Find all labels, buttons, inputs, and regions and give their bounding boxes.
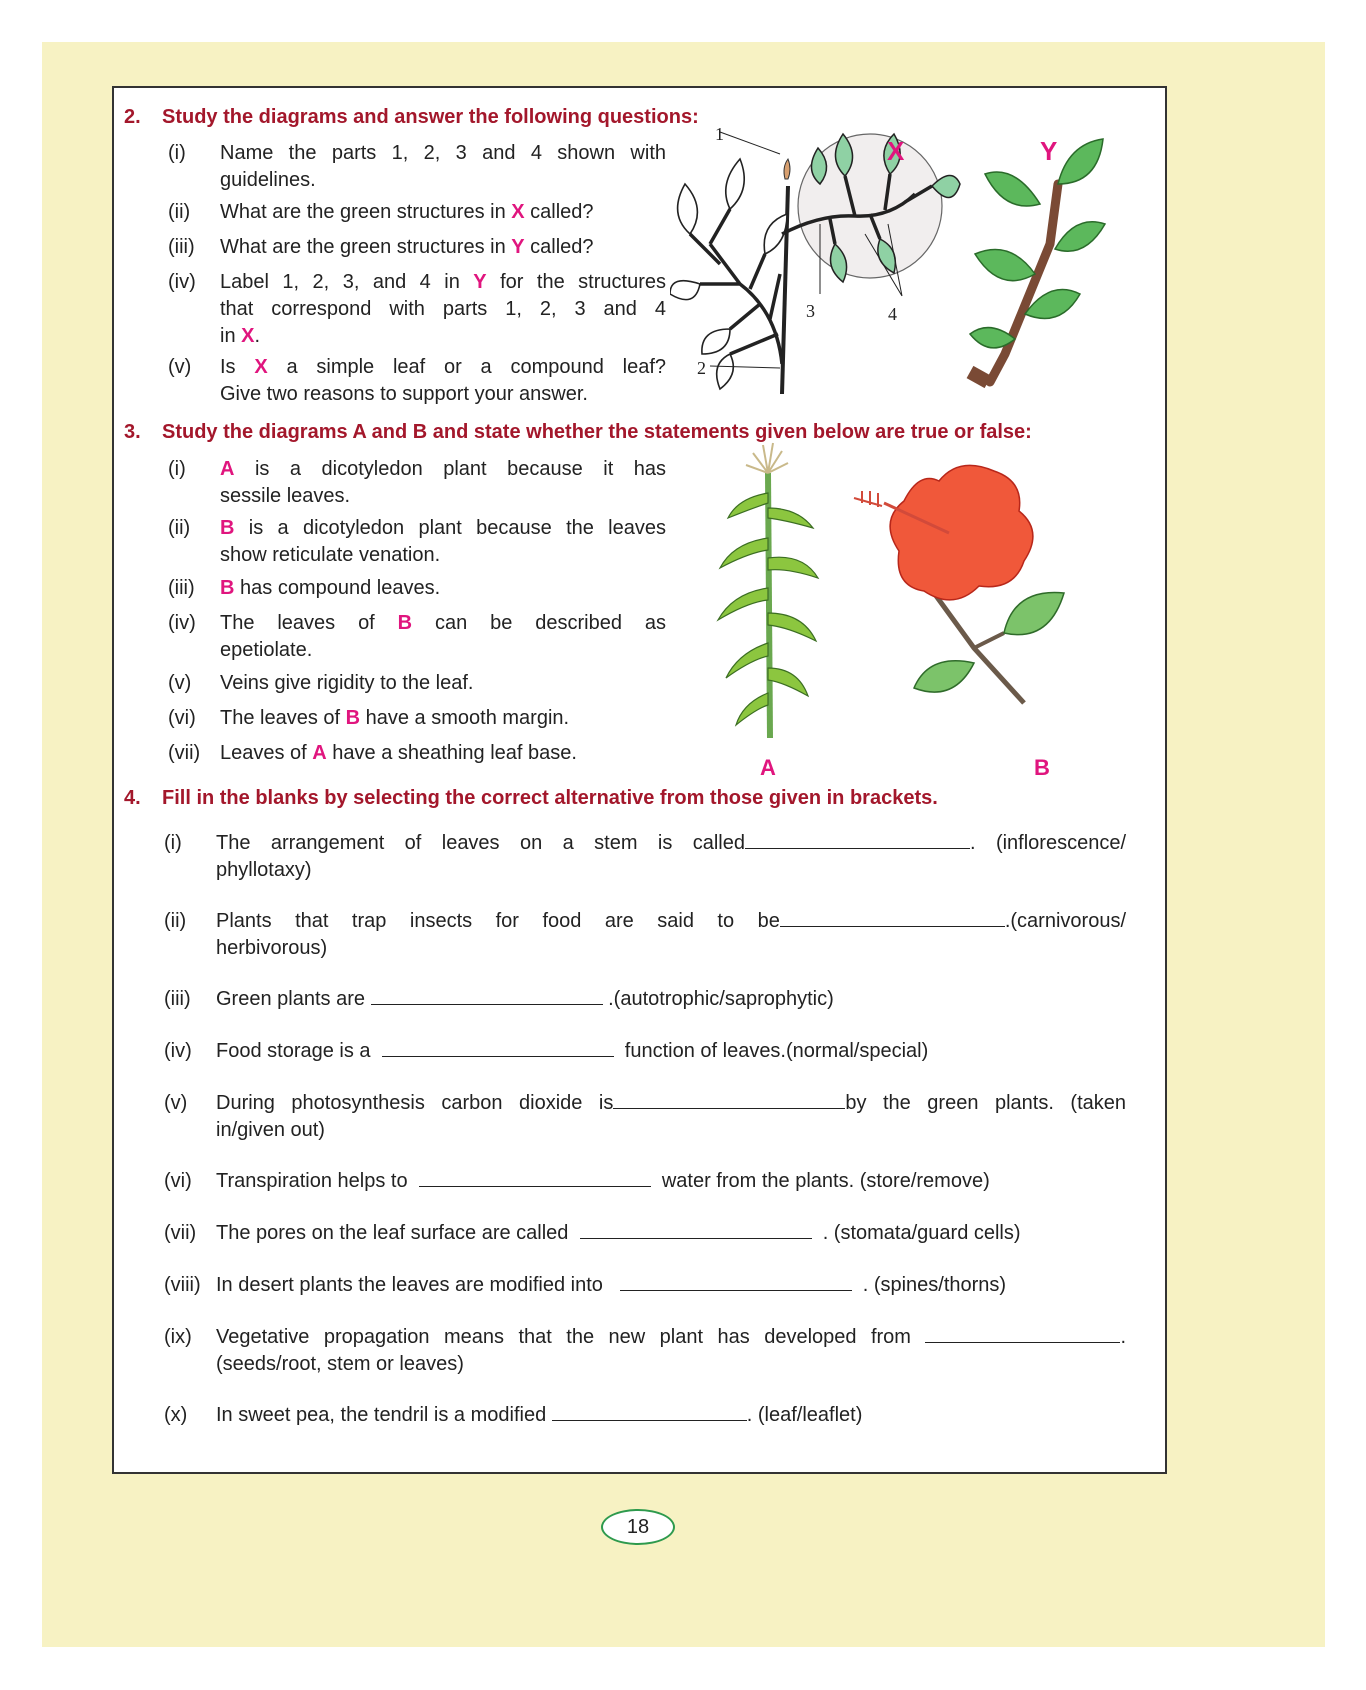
q2-item-iv-num: (iv)	[168, 271, 196, 293]
q4-item-v-pre: During photosynthesis carbon dioxide is	[216, 1092, 614, 1114]
simple-leaf-icon	[1058, 139, 1103, 184]
q4-item-ix-blank[interactable]	[925, 1341, 1120, 1343]
y-stem	[990, 184, 1058, 382]
leaflet-outline-icon	[678, 184, 698, 234]
q4-item-ii-num: (ii)	[164, 910, 187, 932]
q4-item-ix-pre: Vegetative propagation means that the new plant has developed from	[216, 1326, 911, 1348]
q2-heading	[124, 106, 699, 129]
q2-title: Study the diagrams and answer the following questions:	[162, 106, 699, 128]
q3-item-ii-l2: show reticulate venation.	[220, 544, 441, 566]
q3-item-i-l2: sessile leaves.	[220, 485, 351, 507]
q3-plant-diagram	[704, 433, 1124, 758]
q2-item-v-l1-mark: X	[254, 356, 268, 378]
q3-item-vii-mark: A	[312, 742, 327, 764]
q4-heading	[124, 787, 938, 810]
q4-item-x-blank[interactable]	[552, 1419, 747, 1421]
q4-item-x-pre: In sweet pea, the tendril is a modified	[216, 1404, 547, 1426]
q4-item-v-l2: in/given out)	[216, 1119, 325, 1141]
q4-item-viii-post: . (spines/thorns)	[862, 1274, 1007, 1296]
q4-item-vii-post: . (stomata/guard cells)	[822, 1222, 1021, 1244]
q2-item-iv-l2: that correspond with parts 1, 2, 3 and 4	[220, 298, 666, 320]
q4-item-ix-post: .	[1120, 1326, 1126, 1348]
q4-item-vii-blank[interactable]	[580, 1237, 812, 1239]
diagram-label-1: 1	[715, 124, 724, 144]
diagram-label-y: Y	[1040, 136, 1058, 166]
q4-item-vi-num: (vi)	[164, 1170, 192, 1192]
q2-item-v-num: (v)	[168, 356, 192, 378]
q2-item-iv-l3-mark: X	[241, 325, 255, 347]
diagram-label-b: B	[1034, 755, 1050, 780]
q3-item-ii-num: (ii)	[168, 517, 191, 539]
terminal-bud-icon	[784, 159, 790, 179]
q2-item-v-l1-post: a simple leaf or a compound leaf?	[267, 356, 666, 378]
q4-item-vii-num: (vii)	[164, 1222, 197, 1244]
q4-item-ii-post: .(carnivorous/	[1004, 910, 1126, 932]
q2-item-iii-text-pre: What are the green structures in	[220, 236, 512, 258]
hibiscus-plant-icon	[854, 465, 1064, 703]
q2-item-iii-mark: Y	[511, 236, 525, 258]
q4-item-i-post: . (inflorescence/	[969, 832, 1127, 854]
q4-number: 4.	[124, 787, 141, 809]
left-leaflets	[670, 159, 787, 389]
q3-number: 3.	[124, 421, 141, 443]
q2-item-iv-l1-post: for the structures	[486, 271, 666, 293]
q4-item-v-blank[interactable]	[613, 1107, 845, 1109]
q2-item-v-l1-pre: Is	[220, 356, 255, 378]
q2-item-iv-l1-mark: Y	[473, 271, 487, 293]
q4-item-viii-num: (viii)	[164, 1274, 201, 1296]
q3-item-i-l1: is a dicotyledon plant because it has	[234, 458, 666, 480]
q2-item-ii-text-post: called?	[524, 201, 594, 223]
q3-item-iii-num: (iii)	[168, 577, 195, 599]
q2-item-ii-num: (ii)	[168, 201, 191, 223]
pointer-1	[720, 132, 780, 154]
q4-item-viii-pre: In desert plants the leaves are modified into	[216, 1274, 603, 1296]
leaflet-outline-icon	[702, 329, 730, 354]
diagram-label-4: 4	[888, 304, 897, 324]
q3-item-ii-mark: B	[220, 517, 235, 539]
leaflet-outline-icon	[717, 354, 734, 389]
q3-item-vi-pre: The leaves of	[220, 707, 346, 729]
q2-item-iv-l1-pre: Label 1, 2, 3, and 4 in	[220, 271, 474, 293]
q4-item-ii-l2: herbivorous)	[216, 937, 328, 959]
q3-item-i-mark: A	[220, 458, 235, 480]
q4-item-x-post: . (leaf/leaflet)	[746, 1404, 863, 1426]
leaflet-outline-icon	[726, 159, 744, 209]
q4-item-ii-blank[interactable]	[780, 925, 1005, 927]
y-stem-base	[970, 372, 988, 382]
q3-item-iii-l1: has compound leaves.	[234, 577, 441, 599]
diagram-label-3: 3	[806, 301, 815, 321]
q4-item-i-num: (i)	[164, 832, 182, 854]
q3-title: Study the diagrams A and B and state whether the statements given below are true or false:	[162, 421, 1032, 443]
q4-item-iii-num: (iii)	[164, 988, 191, 1010]
q2-item-i-line2: guidelines.	[220, 169, 316, 191]
q4-item-iii-blank[interactable]	[371, 1003, 603, 1005]
q4-item-ix-num: (ix)	[164, 1326, 192, 1348]
q3-item-vii-num: (vii)	[168, 742, 201, 764]
q4-item-ii-pre: Plants that trap insects for food are said to be	[216, 910, 780, 932]
q4-item-i-blank[interactable]	[745, 847, 970, 849]
q2-item-i-line1: Name the parts 1, 2, 3 and 4 shown with	[220, 142, 666, 164]
q3-item-v-text: Veins give rigidity to the leaf.	[220, 672, 474, 694]
q4-item-vi-pre: Transpiration helps to	[216, 1170, 408, 1192]
simple-leaf-icon	[1055, 222, 1105, 251]
q3-item-v-num: (v)	[168, 672, 192, 694]
q2-item-iii-text-post: called?	[524, 236, 594, 258]
page-number: 18	[601, 1509, 675, 1545]
q4-item-v-post: by the green plants. (taken	[845, 1092, 1126, 1114]
q2-item-ii-text-pre: What are the green structures in	[220, 201, 512, 223]
q3-item-iv-mark: B	[397, 612, 413, 634]
q4-item-vi-post: water from the plants. (store/remove)	[661, 1170, 990, 1192]
q2-item-iii-num: (iii)	[168, 236, 195, 258]
q3-item-vi-mark: B	[345, 707, 361, 729]
q4-item-x-num: (x)	[164, 1404, 188, 1426]
q3-item-iii-mark: B	[220, 577, 235, 599]
q3-item-iv-l2: epetiolate.	[220, 639, 313, 661]
exercise-frame	[112, 86, 1167, 1474]
q3-item-vii-pre: Leaves of	[220, 742, 313, 764]
q4-item-vii-pre: The pores on the leaf surface are called	[216, 1222, 569, 1244]
q2-item-iv-l3-post: .	[254, 325, 261, 347]
q3-item-vi-post: have a smooth margin.	[360, 707, 570, 729]
q2-item-i-num: (i)	[168, 142, 186, 164]
q4-item-iii-post: .(autotrophic/saprophytic)	[608, 988, 834, 1010]
q4-item-iv-blank[interactable]	[382, 1055, 614, 1057]
diagram-label-a: A	[760, 755, 776, 780]
maize-plant-icon	[718, 443, 818, 738]
q4-item-iv-pre: Food storage is a	[216, 1040, 371, 1062]
q4-item-viii-blank[interactable]	[620, 1289, 852, 1291]
q4-item-v-num: (v)	[164, 1092, 188, 1114]
q3-item-iv-post: can be described as	[412, 612, 667, 634]
q3-item-vi-num: (vi)	[168, 707, 196, 729]
q4-item-vi-blank[interactable]	[419, 1185, 651, 1187]
q4-item-iii-pre: Green plants are	[216, 988, 365, 1010]
diagram-label-2: 2	[697, 358, 706, 378]
q3-item-i-num: (i)	[168, 458, 186, 480]
q2-item-ii-mark: X	[511, 201, 525, 223]
q2-number: 2.	[124, 106, 141, 128]
simple-leaf-icon	[985, 172, 1040, 206]
q4-item-ix-l2: (seeds/root, stem or leaves)	[216, 1353, 464, 1375]
q2-item-v-l2: Give two reasons to support your answer.	[220, 383, 588, 405]
leaflet-outline-icon	[670, 281, 700, 300]
q3-item-iv-pre: The leaves of	[220, 612, 398, 634]
q4-item-i-pre: The arrangement of leaves on a stem is called	[216, 832, 745, 854]
q4-item-i-l2: phyllotaxy)	[216, 859, 312, 881]
q3-item-vii-post: have a sheathing leaf base.	[326, 742, 577, 764]
q4-title: Fill in the blanks by selecting the correct alternative from those given in brackets.	[162, 787, 938, 809]
q3-item-iv-num: (iv)	[168, 612, 196, 634]
q4-item-iv-post: function of leaves.(normal/special)	[624, 1040, 929, 1062]
diagram-label-x: X	[887, 136, 905, 166]
simple-leaf-icon	[975, 250, 1035, 281]
q3-item-ii-l1: is a dicotyledon plant because the leaves	[234, 517, 666, 539]
q4-item-iv-num: (iv)	[164, 1040, 192, 1062]
q2-item-iv-l3-pre: in	[220, 325, 242, 347]
y-leaves	[970, 139, 1105, 348]
